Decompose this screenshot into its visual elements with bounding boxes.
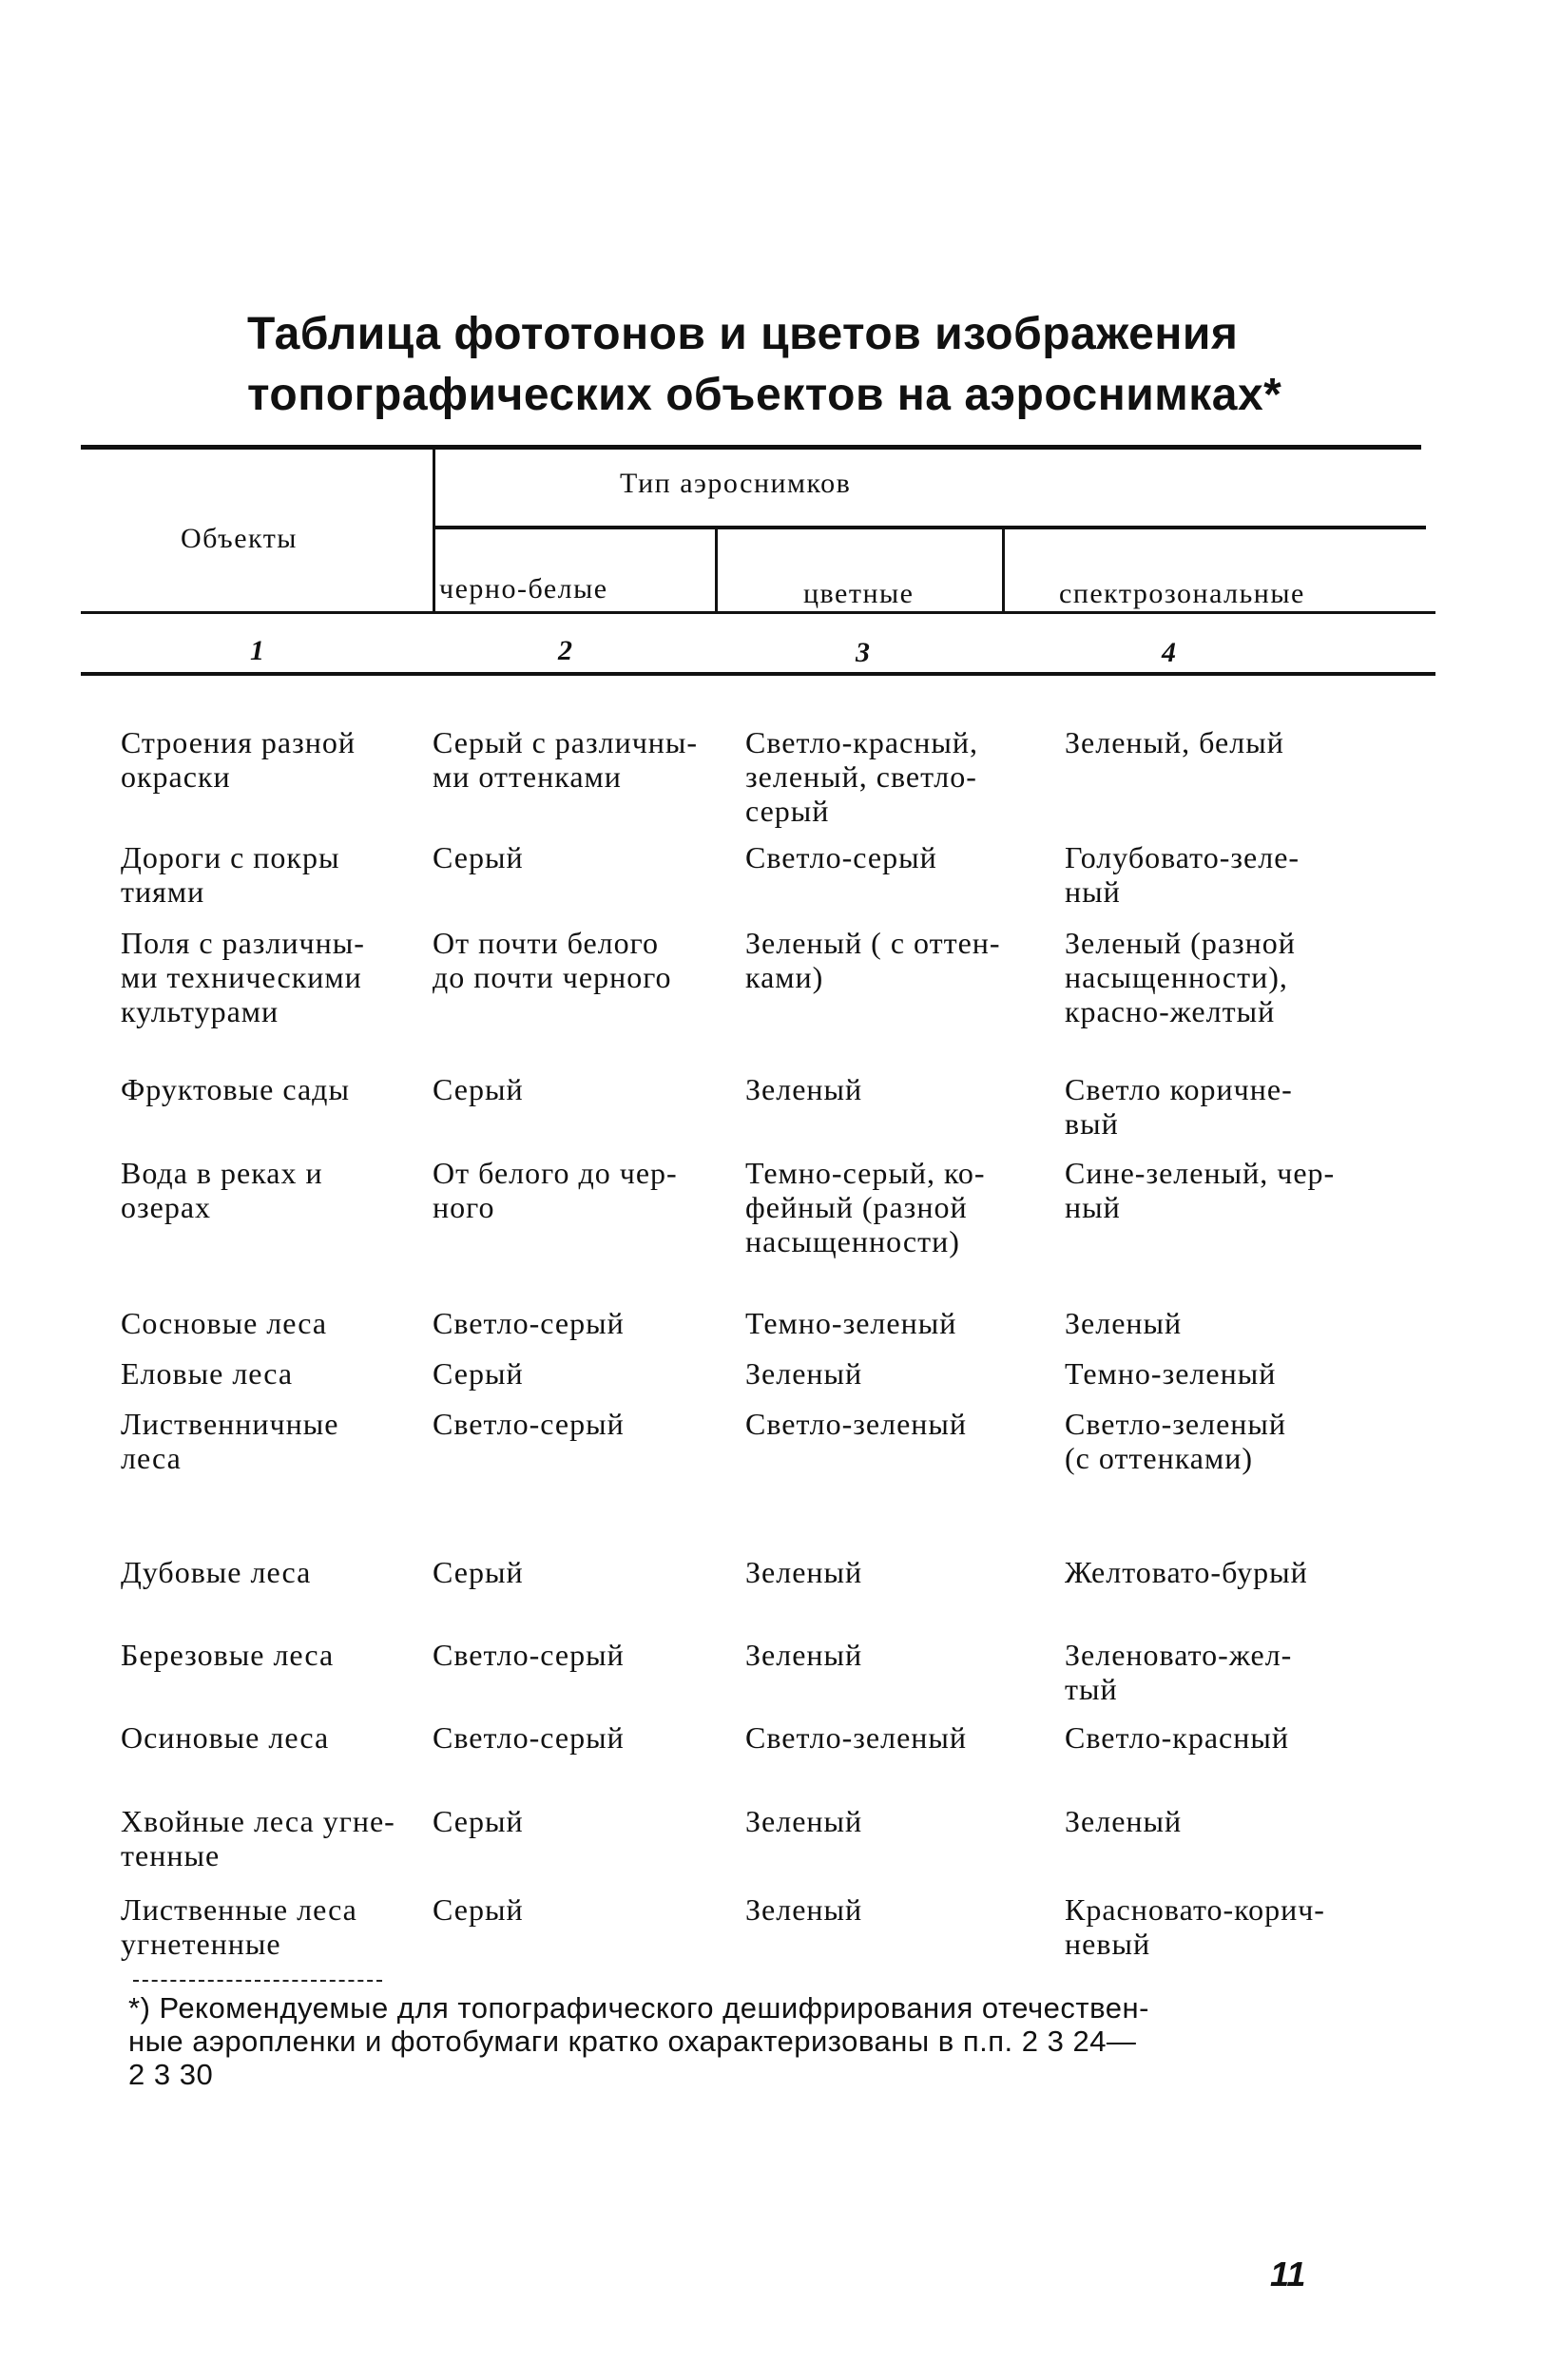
object-cell: Строения разной окраски	[121, 725, 356, 794]
column-number-1: 1	[250, 635, 264, 666]
color-cell: Зеленый	[745, 1804, 863, 1838]
spectral-cell: Светло коричне- вый	[1065, 1072, 1293, 1141]
header-type-group: Тип аэроснимков	[620, 468, 852, 499]
spectral-cell: Зеленый (разной насыщенности), красно-желтый	[1065, 926, 1296, 1028]
title-line-1: Таблица фототонов и цветов изображения	[247, 309, 1239, 359]
bw-cell: Серый	[433, 1555, 524, 1589]
color-cell: Светло-серый	[745, 840, 937, 874]
column-number-3: 3	[856, 637, 870, 668]
bw-cell: Светло-серый	[433, 1407, 625, 1441]
object-cell: Лиственничные леса	[121, 1407, 339, 1475]
spectral-cell: Светло-красный	[1065, 1720, 1289, 1755]
bw-cell: Серый	[433, 1804, 524, 1838]
column-numbers-rule	[81, 672, 1435, 676]
spectral-cell: Желтовато-бурый	[1065, 1555, 1308, 1589]
color-cell: Светло-зеленый	[745, 1407, 968, 1441]
bw-cell: Светло-серый	[433, 1306, 625, 1340]
color-cell: Зеленый	[745, 1356, 863, 1391]
bw-cell: От почти белого до почти черного	[433, 926, 672, 994]
spectral-cell: Зеленовато-жел- тый	[1065, 1638, 1293, 1706]
spectral-cell: Светло-зеленый (с оттенками)	[1065, 1407, 1287, 1475]
bw-cell: Серый с различны- ми оттенками	[433, 725, 699, 794]
type-group-underline	[433, 526, 1426, 529]
header-bottom-rule	[81, 611, 1435, 614]
header-color: цветные	[803, 578, 915, 609]
object-cell: Вода в реках и озерах	[121, 1156, 323, 1224]
color-cell: Темно-зеленый	[745, 1306, 957, 1340]
object-cell: Дубовые леса	[121, 1555, 312, 1589]
bw-cell: Серый	[433, 1892, 524, 1927]
object-cell: Осиновые леса	[121, 1720, 330, 1755]
table-top-rule	[81, 445, 1421, 450]
spectral-cell: Зеленый	[1065, 1804, 1183, 1838]
title-line-2: топографических объектов на аэроснимках*	[247, 370, 1282, 420]
column-number-4: 4	[1162, 637, 1176, 668]
color-cell: Зеленый ( с оттен- ками)	[745, 926, 1001, 994]
spectral-cell: Красновато-корич- невый	[1065, 1892, 1325, 1961]
footnote: *) Рекомендуемые для топографического дешифрирования отечествен- ные аэропленки и фотобумаги кратко охарактеризованы в п.п. 2 3 24— 2 3 30	[128, 1991, 1149, 2091]
object-cell: Дороги с покры тиями	[121, 840, 340, 909]
bw-cell: Светло-серый	[433, 1720, 625, 1755]
table-title	[247, 304, 1388, 426]
spectral-cell: Голубовато-зеле- ный	[1065, 840, 1300, 909]
color-cell: Зеленый	[745, 1638, 863, 1672]
bw-cell: Серый	[433, 1072, 524, 1106]
bw-cell: Серый	[433, 840, 524, 874]
header-objects: Объекты	[181, 523, 298, 554]
spectral-cell: Сине-зеленый, чер- ный	[1065, 1156, 1336, 1224]
page-number: 11	[1270, 2255, 1306, 2294]
header-vertical-rule-2	[715, 528, 718, 613]
header-spectral: спектрозональные	[1059, 578, 1305, 609]
spectral-cell: Темно-зеленый	[1065, 1356, 1277, 1391]
header-vertical-rule-3	[1002, 528, 1005, 613]
object-cell: Поля с различны- ми техническими культурами	[121, 926, 365, 1028]
color-cell: Темно-серый, ко- фейный (разной насыщенности)	[745, 1156, 986, 1258]
footnote-separator	[133, 1980, 382, 1982]
spectral-cell: Зеленый, белый	[1065, 725, 1284, 759]
column-number-2: 2	[558, 635, 572, 666]
color-cell: Зеленый	[745, 1072, 863, 1106]
header-vertical-rule-1	[433, 447, 435, 613]
color-cell: Зеленый	[745, 1555, 863, 1589]
object-cell: Березовые леса	[121, 1638, 335, 1672]
object-cell: Лиственные леса угнетенные	[121, 1892, 357, 1961]
object-cell: Сосновые леса	[121, 1306, 328, 1340]
bw-cell: Светло-серый	[433, 1638, 625, 1672]
object-cell: Хвойные леса угне- тенные	[121, 1804, 395, 1872]
color-cell: Светло-красный, зеленый, светло- серый	[745, 725, 978, 828]
object-cell: Еловые леса	[121, 1356, 294, 1391]
object-cell: Фруктовые сады	[121, 1072, 350, 1106]
header-black-white: черно-белые	[439, 573, 608, 605]
spectral-cell: Зеленый	[1065, 1306, 1183, 1340]
color-cell: Зеленый	[745, 1892, 863, 1927]
bw-cell: От белого до чер- ного	[433, 1156, 678, 1224]
color-cell: Светло-зеленый	[745, 1720, 968, 1755]
bw-cell: Серый	[433, 1356, 524, 1391]
